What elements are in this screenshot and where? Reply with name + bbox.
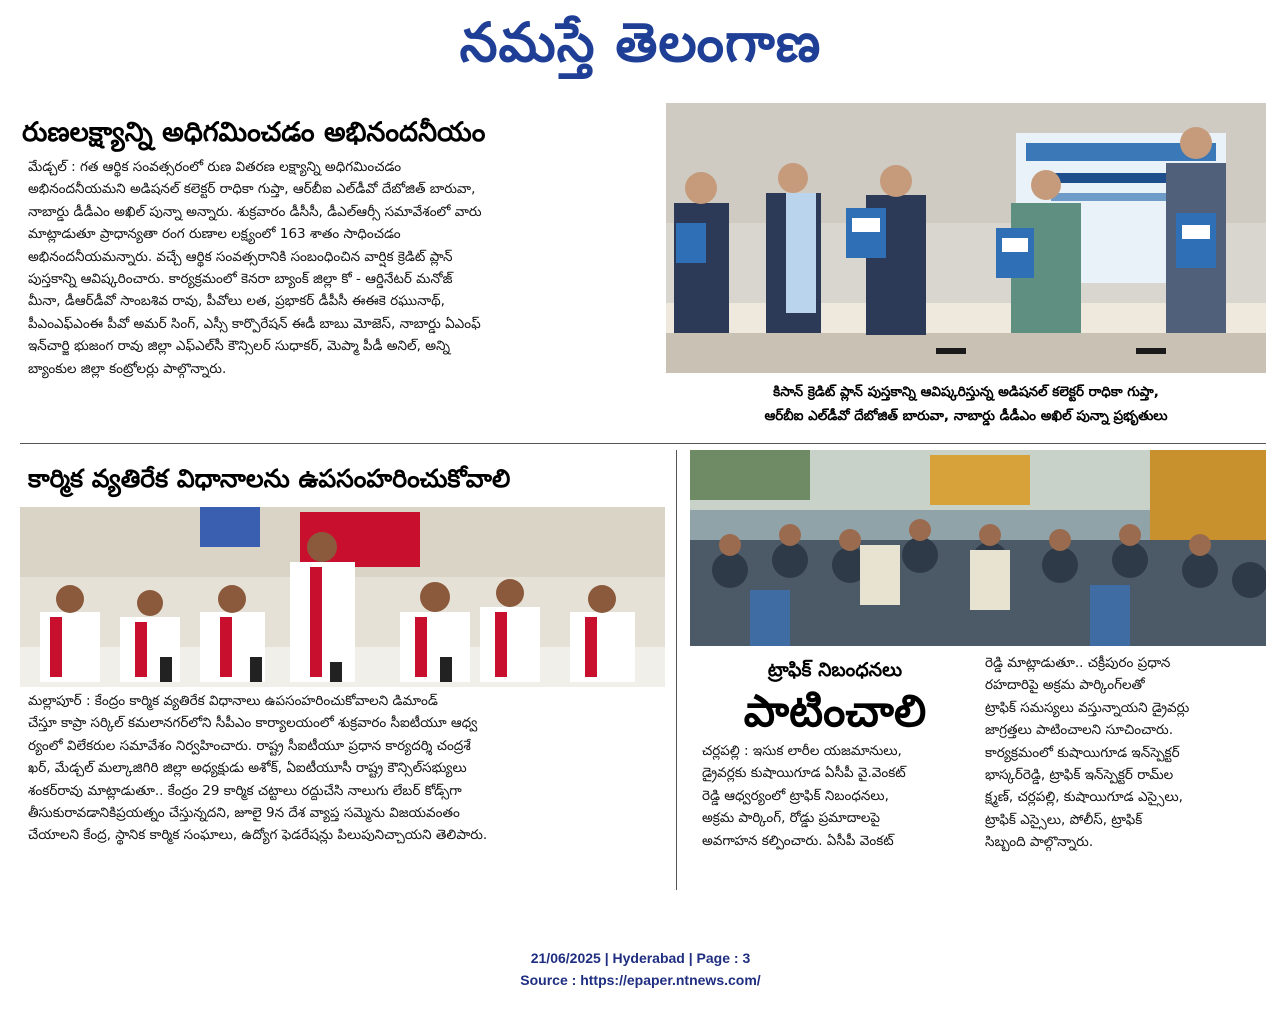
article3-line: రహదారిపై అక్రమ పార్కింగ్‌లతో — [985, 677, 1145, 694]
footer-dateline: 21/06/2025 | Hyderabad | Page : 3 — [530, 950, 751, 966]
article3-line: జాగ్రత్తలు పాటించాలని సూచించారు. — [985, 722, 1173, 739]
masthead-logo: నమస్తే తెలంగాణ — [459, 11, 822, 74]
article1-headline: రుణలక్ష్యాన్ని అధిగమించడం అభినందనీయం — [22, 117, 486, 148]
article1-line: ఇన్‌చార్జి భుజంగ రావు జిల్లా ఎఫ్ఎల్‌సీ కౌన్సిలర్ సుధాకర్, మెప్మా పీడీ అనిల్, అన్ని — [28, 338, 451, 355]
article2-line: ఖర్, మేడ్చల్ మల్కాజిగిరి జిల్లా అధ్యక్షుడు అశోక్, ఏఐటీయూసీ రాష్ట్ర కౌన్సిల్‌సభ్యులు — [28, 760, 467, 777]
article3-line: అక్రమ పార్కింగ్, రోడ్డు ప్రమాదాలపై — [702, 810, 881, 827]
article1-line: అభినందనీయమని అడిషనల్ కలెక్టర్ రాధికా గుప్తా, ఆర్‌బీఐ ఎల్‌డీవో దేబోజిత్ బారువా, — [28, 181, 476, 198]
article1-line: నాబార్డు డీడీఎం అఖిల్ పున్నా అన్నారు. శుక్రవారం డీసీసీ, డీఎల్ఆర్సీ సమావేశంలో వారు — [28, 203, 482, 220]
article1-line: పుస్తకాన్ని ఆవిష్కరించారు. కార్యక్రమంలో కెనరా బ్యాంక్ జిల్లా కో - ఆర్డినేటర్ మనోజ్ — [28, 271, 453, 288]
article2-line: తీసుకురావడానికిప్రయత్నం చేస్తున్నదని, జూలై 9న దేశ వ్యాప్త సమ్మెను విజయవంతం — [28, 805, 460, 822]
article1-caption — [666, 380, 1266, 430]
article2-line: ర్యంలో విలేకరుల సమావేశం నిర్వహించారు. రాష్ట్ర సీఐటీయూ ప్రధాన కార్యదర్శి చంద్రశే — [28, 737, 471, 754]
article3-line: అవగాహన కల్పించారు. ఏసీపీ వెంకట్ — [702, 832, 894, 849]
article1-line: మీనా, డీఆర్‌డీవో సాంబశివ రావు, పీవోలు లత, ప్రభాకర్ డీపీసీ ఈఈకె రఘునాథ్, — [28, 293, 445, 310]
footer-source: Source : https://epaper.ntnews.com/ — [520, 972, 761, 988]
article3-line: ట్రాఫిక్ ఎస్సైలు, పోలీస్, ట్రాఫిక్ — [985, 811, 1143, 828]
article1-line: పీఎంఎఫ్ఎంఈ పీవో అమర్ సింగ్, ఎస్సీ కార్పొరేషన్ ఈడీ బాబు మోజెస్, నాబార్డు ఏఎంఫ్ — [28, 315, 481, 332]
article3-line: డ్రైవర్లకు కుషాయిగూడ ఏసీపీ వై.వెంకట్ — [702, 765, 906, 782]
article3-body-right — [985, 652, 1267, 862]
article2-line: శంకర్‌రావు మాట్లాడుతూ.. కేంద్రం 29 కార్మిక చట్టాలు రద్దుచేసి నాలుగు లేబర్ కోడ్స్‌గా — [28, 782, 462, 799]
article2-headline: కార్మిక వ్యతిరేక విధానాలను ఉపసంహరించుకోవాలి — [28, 464, 511, 493]
article3-line: క్ష్మణ్, చర్లపల్లి, కుషాయిగూడ ఎస్సైలు, — [985, 789, 1183, 806]
article1-line: బ్యాంకుల జిల్లా కంట్రోలర్లు పాల్గొన్నారు. — [28, 360, 227, 377]
article1-body — [28, 156, 658, 438]
article1-line: మేడ్చల్ : గత ఆర్థిక సంవత్సరంలో రుణ వితరణ లక్ష్యాన్ని అధిగమించడం — [28, 159, 402, 175]
article3-line: రెడ్డి మాట్లాడుతూ.. చక్రీపురం ప్రధాన — [985, 655, 1171, 671]
article2-line: చేయాలని కేంద్ర, స్థానిక కార్మిక సంఘాలు, ఉద్యోగ ఫెడరేషన్లు పిలుపునిచ్చాయని తెలిపారు. — [28, 827, 488, 844]
article2-line: మల్లాపూర్ : కేంద్రం కార్మిక వ్యతిరేక విధానాలు ఉపసంహరించుకోవాలని డిమాండ్ — [28, 693, 438, 709]
article3-line: సిబ్బంది పాల్గొన్నారు. — [985, 834, 1094, 851]
article3-line: భాస్కర్‌రెడ్డి, ట్రాఫిక్ ఇన్‌స్పెక్టర్ రామ్‌ల — [985, 767, 1174, 784]
article1-line: అభినందనీయమన్నారు. వచ్చే ఆర్థిక సంవత్సరానికి సంబంధించిన వార్షిక క్రెడిట్ ప్లాన్ — [28, 248, 453, 265]
article1-photo — [666, 103, 1266, 373]
article3-body-left — [702, 740, 972, 858]
article1-caption-line: కిసాన్ క్రెడిట్ ప్లాన్ పుస్తకాన్ని ఆవిష్కరిస్తున్న అడిషనల్ కలెక్టర్ రాధికా గుప్తా, — [773, 384, 1159, 400]
article1-line: మాట్లాడుతూ ప్రాధాన్యతా రంగ రుణాల లక్ష్యంలో 163 శాతం సాధించడం — [28, 226, 401, 243]
section-divider — [20, 443, 1266, 444]
article3-headline: పాటించాలి — [743, 686, 927, 737]
article3-photo — [690, 450, 1266, 646]
article2-body — [28, 690, 665, 848]
article3-line: ట్రాఫిక్ సమస్యలు వస్తున్నాయని డ్రైవర్లు — [985, 699, 1190, 716]
article3-line: కార్యక్రమంలో కుషాయిగూడ ఇన్‌స్పెక్టర్ — [985, 744, 1180, 761]
article2-line: చేస్తూ కాప్రా సర్కిల్ కమలానగర్‌లోని సీపీఎం కార్యాలయంలో శుక్రవారం సీఐటీయూ ఆధ్వ — [28, 715, 478, 732]
article3-kicker: ట్రాఫిక్ నిబంధనలు — [767, 659, 903, 681]
column-divider — [676, 450, 677, 890]
article2-photo — [20, 507, 665, 687]
article3-line: రెడ్డి ఆధ్వర్యంలో ట్రాఫిక్ నిబంధనలు, — [702, 787, 889, 804]
article1-caption-line: ఆర్‌బీఐ ఎల్‌డీవో దేబోజిత్ బారువా, నాబార్డు డీడీఎం అఖిల్ పున్నా ప్రభృతులు — [764, 408, 1168, 424]
article3-line: చర్లపల్లి : ఇసుక లారీల యజమానులు, — [702, 743, 902, 759]
